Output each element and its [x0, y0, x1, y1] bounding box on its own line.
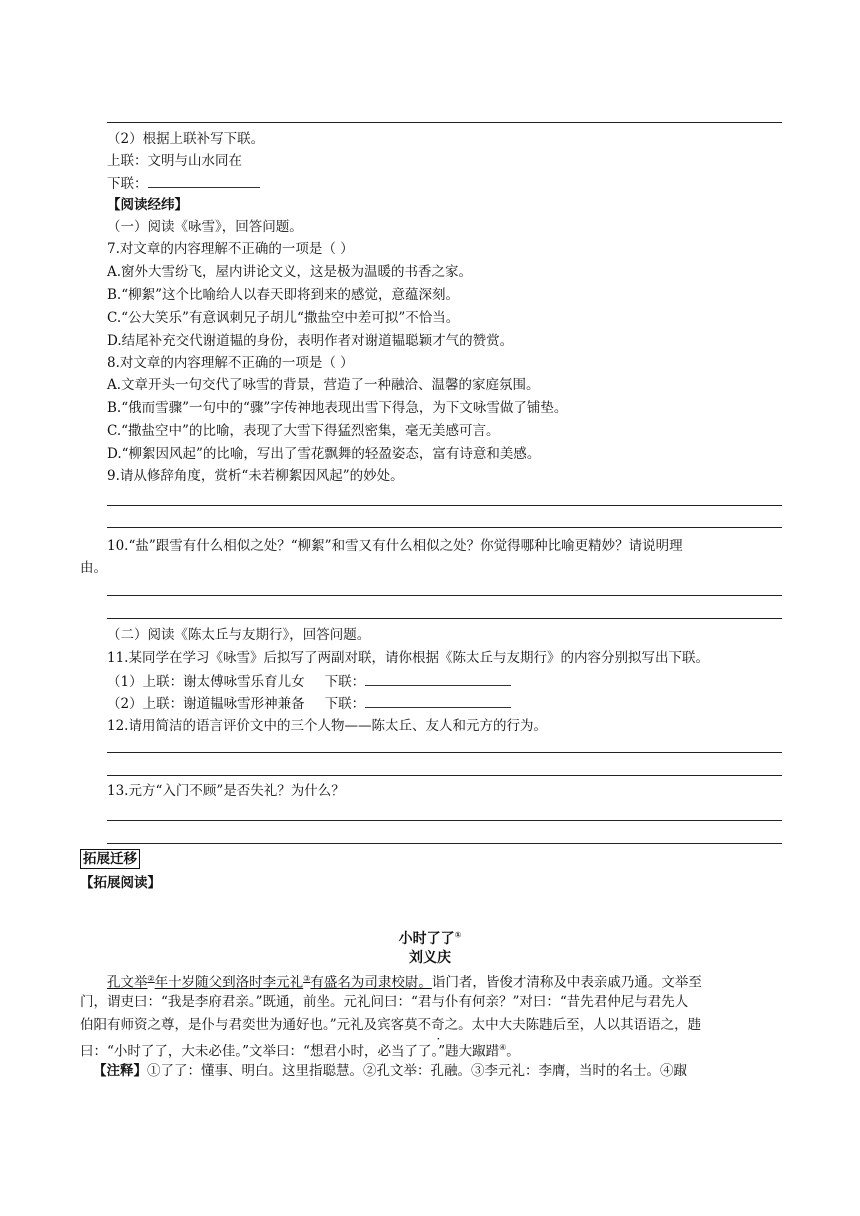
- lower-couplet-blank[interactable]: [148, 173, 260, 188]
- q11-1-blank[interactable]: [365, 671, 511, 686]
- couplet-upper: 上联：文明与山水同在: [107, 153, 242, 169]
- part1-intro: （一）阅读《咏雪》，回答问题。: [107, 219, 303, 235]
- q11-couplet-1: （1）上联：谢太傅咏雪乐育儿女 下联：: [107, 671, 511, 692]
- answer-line: [107, 843, 782, 844]
- article-notes: 【注释】①了了：懂事、明白。这里指聪慧。②孔文举：孔融。③李元礼：李膺，当时的名士。④踧: [93, 1063, 687, 1079]
- question-10: 10.“盐”跟雪有什么相似之处？“柳絮”和雪又有什么相似之处？你觉得哪种比喻更精妙？请说明理: [107, 538, 683, 554]
- article-title: 小时了了①: [398, 930, 462, 947]
- section-heading-expand: 【拓展阅读】: [80, 875, 161, 891]
- q7-option-d: D.结尾补充交代谢道韫的身份，表明作者对谢道韫聪颖才气的赞赏。: [107, 333, 514, 349]
- q11-2-blank[interactable]: [365, 693, 511, 708]
- article-author: 刘义庆: [409, 950, 451, 966]
- part2-intro: （二）阅读《陈太丘与友期行》，回答问题。: [107, 627, 371, 643]
- section-heading-reading: 【阅读经纬】: [107, 197, 188, 213]
- answer-line: [107, 122, 782, 123]
- q8-option-d: D.“柳絮因风起”的比喻，写出了雪花飘舞的轻盈姿态，富有诗意和美感。: [107, 446, 541, 462]
- answer-line: [107, 820, 782, 821]
- expand-transfer-label: 拓展迁移: [80, 849, 140, 869]
- q7-option-c: C.“公大笑乐”有意讽刺兄子胡儿“撒盐空中差可拟”不恰当。: [107, 310, 460, 326]
- answer-line: [107, 595, 782, 596]
- answer-line: [107, 505, 782, 506]
- answer-line: [107, 752, 782, 753]
- answer-line: [107, 775, 782, 776]
- article-line-1: 孔文举②年十岁随父到洛时李元礼③有盛名为司隶校尉。诣门者，皆俊才清称及中表亲戚乃通。文举至: [107, 974, 702, 991]
- question-8: 8.对文章的内容理解不正确的一项是（ ）: [107, 355, 354, 371]
- couplet-lower: 下联：: [107, 173, 260, 194]
- q7-option-b: B.“柳絮”这个比喻给人以春天即将到来的感觉，意蕴深刻。: [107, 287, 460, 303]
- question-9: 9.请从修辞角度，赏析“未若柳絮因风起”的妙处。: [107, 468, 404, 484]
- answer-line: [107, 618, 782, 619]
- question-7: 7.对文章的内容理解不正确的一项是（ ）: [107, 241, 354, 257]
- q8-option-b: B.“俄而雪骤”一句中的“骤”字传神地表现出雪下得急，为下文咏雪做了铺垫。: [107, 400, 568, 416]
- article-line-4: 曰：“小时了了，大未必佳。”文举曰：“想君小时，必当了了。”韪大踧踖④。: [80, 1043, 520, 1060]
- article-line-3: 伯阳有师资之尊，是仆与君奕世为通好也。”元礼及宾客莫不奇之。太中大夫陈韪后至，人以其语语之，韪: [80, 1017, 702, 1033]
- question-11: 11.某同学在学习《咏雪》后拟写了两副对联，请你根据《陈太丘与友期行》的内容分别拟写出下联。: [107, 650, 709, 666]
- question-12: 12.请用简洁的语言评价文中的三个人物——陈太丘、友人和元方的行为。: [107, 718, 547, 734]
- q11-couplet-2: （2）上联：谢道韫咏雪形神兼备 下联：: [107, 693, 511, 714]
- answer-line: [107, 527, 782, 528]
- question-13: 13.元方“入门不顾”是否失礼？为什么？: [107, 783, 345, 799]
- q8-option-a: A.文章开头一句交代了咏雪的背景，营造了一种融洽、温馨的家庭氛围。: [107, 377, 540, 393]
- q2-prompt: （2）根据上联补写下联。: [107, 131, 265, 147]
- q7-option-a: A.窗外大雪纷飞，屋内讲论文义，这是极为温暖的书香之家。: [107, 264, 473, 280]
- q8-option-c: C.“撒盐空中”的比喻，表现了大雪下得猛烈密集，毫无美感可言。: [107, 423, 500, 439]
- question-10-cont: 由。: [80, 560, 107, 576]
- article-line-2: 门，谓吏曰：“我是李府君亲。”既通，前坐。元礼问曰：“君与仆有何亲？”对曰：“昔先君仲尼与君先人: [80, 994, 689, 1010]
